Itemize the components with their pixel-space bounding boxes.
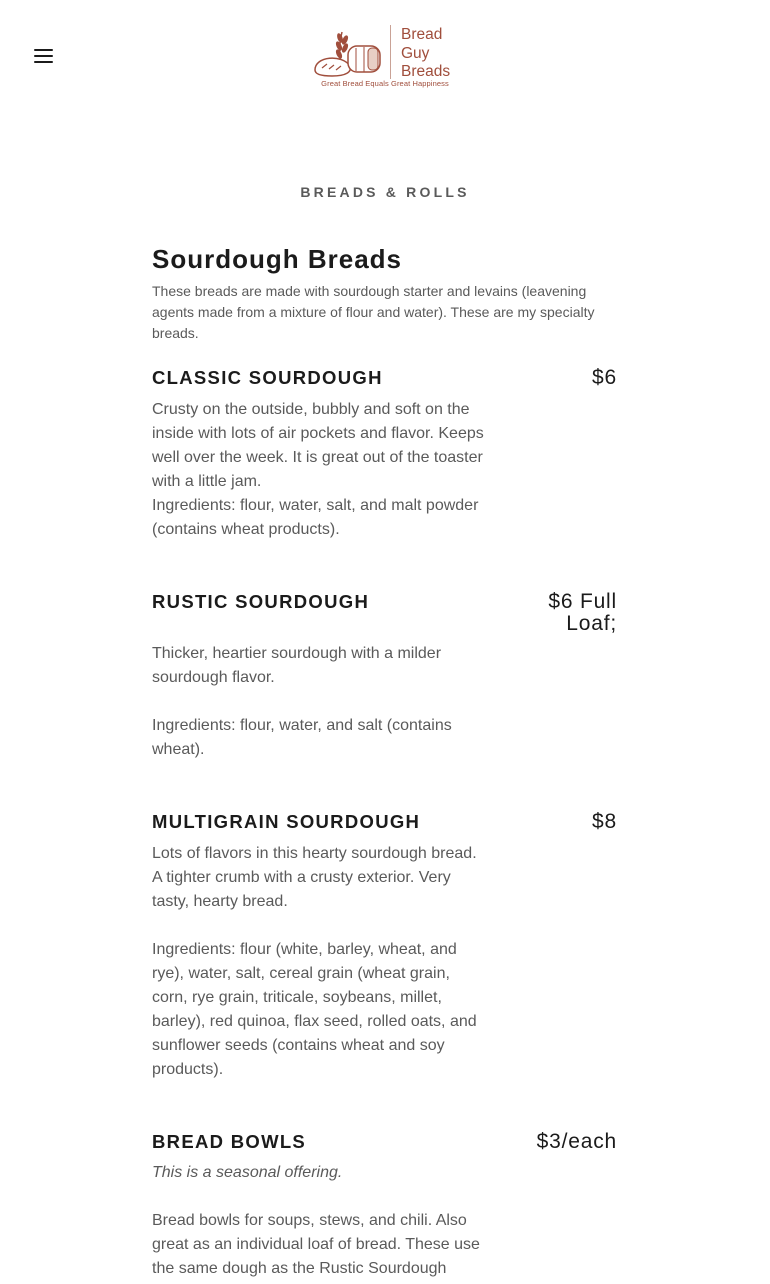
item-note [152,1161,488,1185]
item-price: $6 [592,366,617,389]
item-description-text: Crusty on the outside, bubbly and soft on the inside with lots of air pockets and flavor. Keeps well over the week. It is great out of the toaster with a little jam. [152,401,484,490]
category-title: Sourdough Breads [152,244,403,274]
category-description: These breads are made with sourdough starter and levains (leavening agents made from a mixture of flour and water). These are my specialty breads. [152,283,595,341]
item-description [152,842,488,1082]
item-description-text: Thicker, heartier sourdough with a milder sourdough flavor. [152,645,442,686]
logo-line-3: Breads [401,63,451,80]
item-description-text: Bread bowls for soups, stews, and chili. Also great as an individual loaf of bread. These use the same dough as the Rustic Sourdough [152,1212,480,1277]
item-name: RUSTIC SOURDOUGH [152,591,370,612]
item-price: $6 Full Loaf; [548,590,617,635]
item-ingredients: Ingredients: flour, water, salt, and malt powder (contains wheat products). [152,497,479,538]
hamburger-menu-icon[interactable] [33,46,55,66]
logo-tagline: Great Bread Equals Great Happiness [321,79,449,88]
item-price: $3/each [536,1130,617,1153]
item-description [152,642,488,762]
item-ingredients: Ingredients: flour, water, and salt (contains wheat). [152,717,452,758]
logo-line-1: Bread [401,26,443,43]
item-price: $8 [592,810,617,833]
bread-loaf-icon [312,26,384,78]
item-description-text: Lots of flavors in this hearty sourdough bread. A tighter crumb with a crusty exterior. Very tasty, hearty bread. [152,845,477,910]
section-title: BREADS & ROLLS [300,184,470,200]
item-description [152,398,488,542]
item-name: BREAD BOWLS [152,1131,307,1152]
seasonal-note: This is a seasonal offering. [152,1164,343,1181]
item-description [152,1161,488,1281]
item-name: MULTIGRAIN SOURDOUGH [152,811,421,832]
logo-divider [390,25,391,79]
site-header [0,0,770,112]
logo-line-2: Guy [401,44,430,62]
logo-wordmark [401,26,450,82]
bread-guy-breads-logo[interactable] [310,22,460,92]
item-name: CLASSIC SOURDOUGH [152,367,383,388]
item-ingredients: Ingredients: flour (white, barley, wheat, and rye), water, salt, cereal grain (wheat grain, corn, rye grain, triticale, soybeans, millet, barley), red quinoa, flax seed, rolled oats, and sunflower seeds (contains wheat and soy products). [152,941,477,1078]
